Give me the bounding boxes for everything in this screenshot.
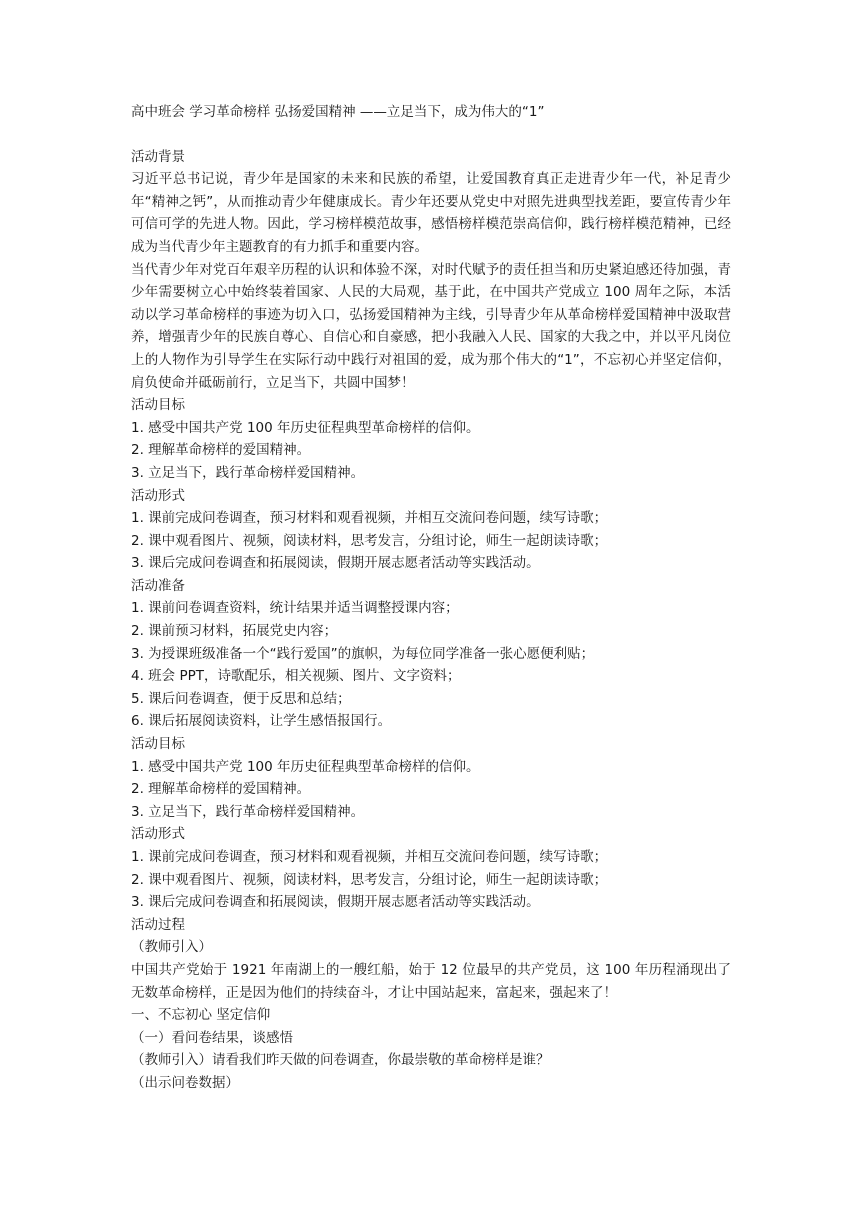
- section-heading-prep: 活动准备: [131, 577, 185, 594]
- subsection-heading: （一）看问卷结果，谈感悟: [131, 1029, 293, 1046]
- part-heading: 一、不忘初心 坚定信仰: [131, 1007, 271, 1024]
- list-item: 6. 课后拓展阅读资料，让学生感悟报国行。: [131, 713, 392, 730]
- list-item: 3. 课后完成问卷调查和拓展阅读，假期开展志愿者活动等实践活动。: [131, 894, 540, 911]
- show-data-note: （出示问卷数据）: [131, 1074, 239, 1091]
- list-item: 4. 班会 PPT，诗歌配乐，相关视频、图片、文字资料；: [131, 668, 461, 685]
- section-heading-forms-repeat: 活动形式: [131, 826, 185, 843]
- list-item: 5. 课后问卷调查，便于反思和总结；: [131, 690, 351, 707]
- section-heading-goals: 活动目标: [131, 397, 185, 414]
- teacher-intro-text: 中国共产党始于 1921 年南湖上的一艘红船，始于 12 位最早的共产党员，这 100 年历程涌现出了无数革命榜样，正是因为他们的持续奋斗，才让中国站起来，富起来，强起来了！: [131, 961, 731, 1001]
- list-item: 1. 课前问卷调查资料，统计结果并适当调整授课内容；: [131, 600, 459, 617]
- section-heading-goals-repeat: 活动目标: [131, 736, 185, 753]
- list-item: 1. 课前完成问卷调查，预习材料和观看视频，并相互交流问卷问题，续写诗歌；: [131, 510, 608, 527]
- list-item: 2. 课前预习材料，拓展党史内容；: [131, 623, 338, 640]
- teacher-intro-label: （教师引入）: [131, 939, 212, 956]
- list-item: 3. 课后完成问卷调查和拓展阅读，假期开展志愿者活动等实践活动。: [131, 555, 540, 572]
- list-item: 1. 感受中国共产党 100 年历史征程典型革命榜样的信仰。: [131, 758, 480, 775]
- list-item: 2. 课中观看图片、视频，阅读材料，思考发言，分组讨论，师生一起朗读诗歌；: [131, 532, 608, 549]
- document-page: [131, 101, 731, 1095]
- list-item: 2. 理解革命榜样的爱国精神。: [131, 442, 311, 459]
- list-item: 2. 理解革命榜样的爱国精神。: [131, 781, 311, 798]
- list-item: 3. 立足当下，践行革命榜样爱国精神。: [131, 464, 365, 481]
- teacher-question: （教师引入）请看我们昨天做的问卷调查，你最崇敬的革命榜样是谁？: [131, 1052, 550, 1069]
- list-item: 2. 课中观看图片、视频，阅读材料，思考发言，分组讨论，师生一起朗读诗歌；: [131, 871, 608, 888]
- section-heading-forms: 活动形式: [131, 487, 185, 504]
- background-paragraph-2: 当代青少年对党百年艰辛历程的认识和体验不深，对时代赋予的责任担当和历史紧迫感还待加强，青少年需要树立心中始终装着国家、人民的大局观，基于此，在中国共产党成立 100 周年之际，本活动以学习革命榜样的事迹为切入口，弘扬爱国精神为主线，引导青少年从革命榜样爱国精神中汲取营养，增强青少年的民族自尊心、自信心和自豪感，把小我融入人民、国家的大我之中，并以平凡岗位上的人物作为引导学生在实际行动中践行对祖国的爱，成为那个伟大的“1”，不忘初心并坚定信仰，肩负使命并砥砺前行，立足当下，共圆中国梦！: [131, 261, 731, 391]
- list-item: 3. 为授课班级准备一个“践行爱国”的旗帜，为每位同学准备一张心愿便利贴；: [131, 645, 595, 662]
- list-item: 1. 课前完成问卷调查，预习材料和观看视频，并相互交流问卷问题，续写诗歌；: [131, 849, 608, 865]
- background-paragraph-1: 习近平总书记说，青少年是国家的未来和民族的希望，让爱国教育真正走进青少年一代，补足青少年“精神之钙”，从而推动青少年健康成长。青少年还要从党史中对照先进典型找差距，要宣传青少年可信可学的先进人物。因此，学习榜样模范故事，感悟榜样模范崇高信仰，践行榜样模范精神，已经成为当代青少年主题教育的有力抓手和重要内容。: [131, 171, 731, 255]
- list-item: 1. 感受中国共产党 100 年历史征程典型革命榜样的信仰。: [131, 419, 480, 436]
- section-heading-process: 活动过程: [131, 916, 185, 933]
- section-heading-background: 活动背景: [131, 148, 185, 165]
- document-title: 高中班会 学习革命榜样 弘扬爱国精神 ——立足当下，成为伟大的“1”: [131, 104, 545, 120]
- list-item: 3. 立足当下，践行革命榜样爱国精神。: [131, 803, 365, 820]
